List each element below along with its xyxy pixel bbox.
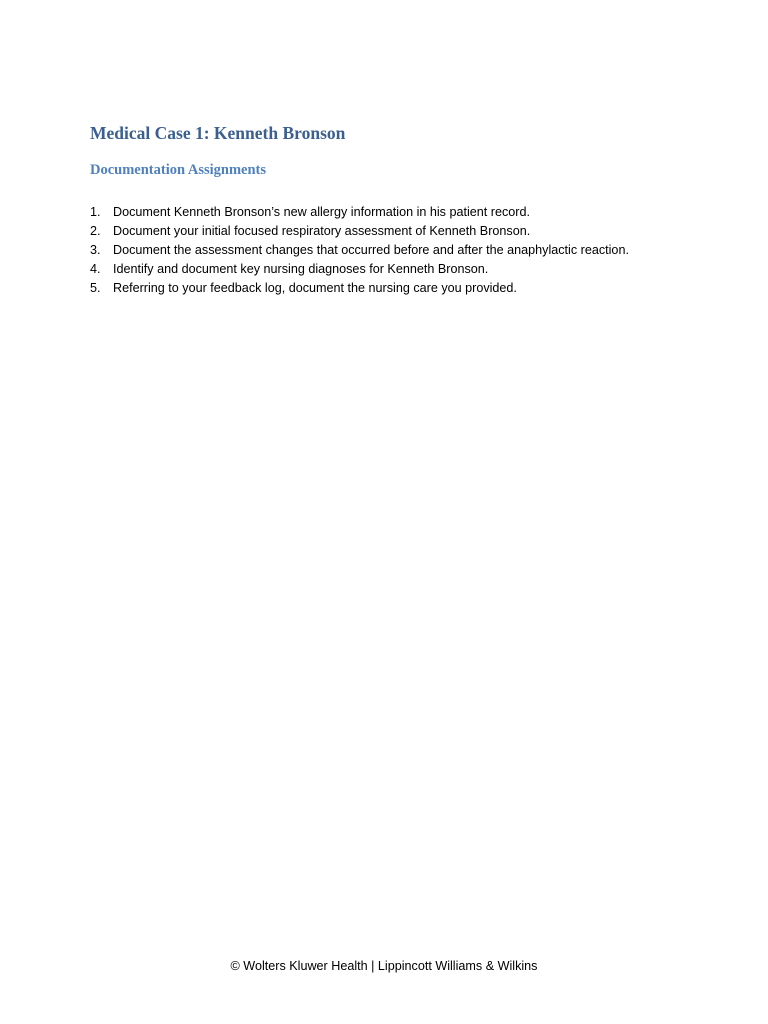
list-item-text: Referring to your feedback log, document the nursing care you provided.: [113, 281, 517, 295]
list-item-text: Document your initial focused respiratory assessment of Kenneth Bronson.: [113, 224, 531, 238]
list-item-number: 2.: [90, 224, 101, 238]
list-item-number: 4.: [90, 262, 101, 276]
copyright-footer: © Wolters Kluwer Health | Lippincott Williams & Wilkins: [230, 959, 538, 973]
list-item-number: 3.: [90, 243, 101, 257]
list-item: [90, 260, 650, 279]
section-heading: Documentation Assignments: [90, 162, 267, 178]
list-item-text: Identify and document key nursing diagnoses for Kenneth Bronson.: [113, 262, 489, 276]
list-item-number: 5.: [90, 281, 101, 295]
list-item: [90, 203, 650, 222]
list-item: [90, 222, 650, 241]
list-item: [90, 241, 650, 260]
list-item-number: 1.: [90, 205, 101, 219]
assignment-list: [90, 203, 650, 298]
list-item-text: Document Kenneth Bronson’s new allergy information in his patient record.: [113, 205, 530, 219]
page-title: Medical Case 1: Kenneth Bronson: [90, 123, 346, 143]
list-item-text: Document the assessment changes that occurred before and after the anaphylactic reaction.: [113, 243, 629, 257]
list-item: [90, 279, 650, 298]
